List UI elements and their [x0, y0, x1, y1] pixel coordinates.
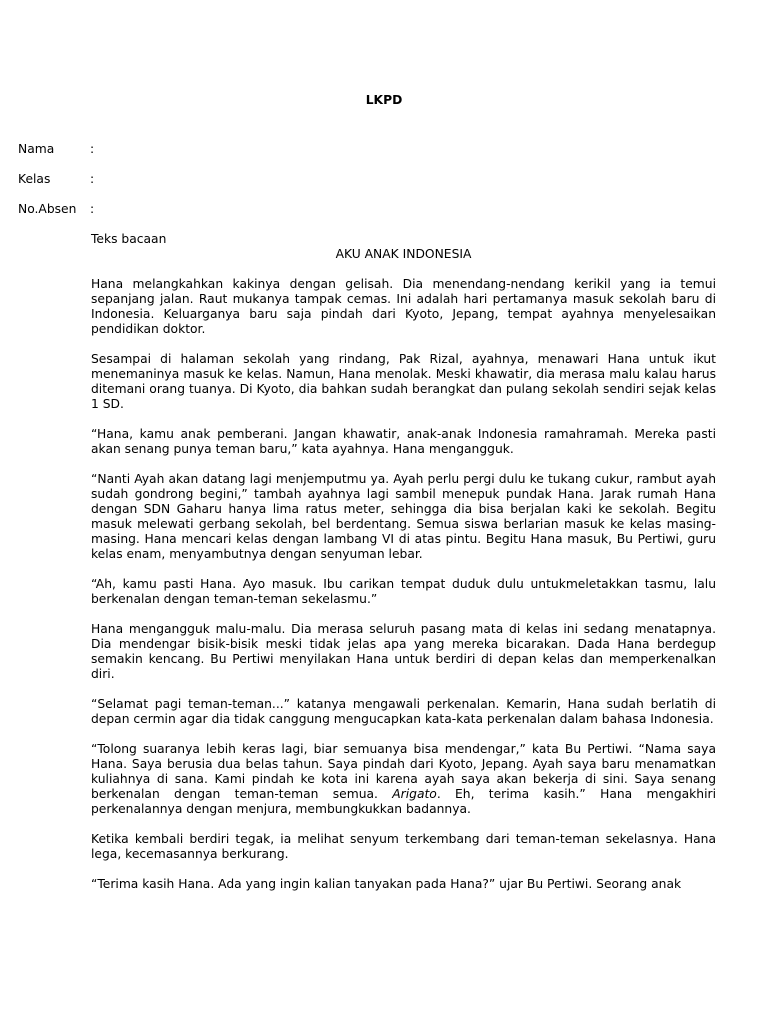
field-label-nama: Nama: [18, 142, 55, 156]
field-label-no-absen: No.Absen: [18, 202, 77, 216]
field-label-kelas: Kelas: [18, 172, 51, 186]
story-paragraph: Ketika kembali berdiri tegak, ia melihat senyum terkembang dari teman-teman sekelasnya. Hana lega, kecemasannya berkurang.: [91, 832, 716, 861]
italic-word: Arigato: [392, 787, 437, 801]
field-colon: :: [90, 142, 95, 156]
story-paragraph: Sesampai di halaman sekolah yang rindang, Pak Rizal, ayahnya, menawari Hana untuk ikut menemaninya masuk ke kelas. Namun, Hana menolak. Meski khawatir, dia merasa malu kalau harus ditemani orang tuanya. Di Kyoto, dia bahkan sudah berangkat dan pulang sekolah sendiri sejak kelas 1 SD.: [91, 352, 716, 411]
field-colon: :: [90, 172, 95, 186]
field-colon: :: [90, 202, 95, 216]
story-title: AKU ANAK INDONESIA: [335, 247, 472, 261]
story-text: . Eh, terima kasih.” Hana mengakhiri perkenalannya dengan menjura, membungkukkan badannya.: [91, 787, 716, 816]
story-paragraph: Hana mengangguk malu-malu. Dia merasa seluruh pasang mata di kelas ini sedang menatapnya. Dia mendengar bisik-bisik meski tidak jelas apa yang mereka bicarakan. Dada Hana berdegup semakin kencang. Bu Pertiwi menyilakan Hana untuk berdiri di depan kelas dan memperkenalkan diri.: [91, 622, 716, 681]
story-paragraph: “Nanti Ayah akan datang lagi menjemputmu ya. Ayah perlu pergi dulu ke tukang cukur, rambut ayah sudah gondrong begini,” tambah ayahnya lagi sambil menepuk pundak Hana. Jarak rumah Hana dengan SDN Gaharu hanya lima ratus meter, sehingga dia bisa berjalan kaki ke sekolah. Begitu masuk melewati gerbang sekolah, bel berdentang. Semua siswa berlarian masuk ke kelas masing-masing. Hana mencari kelas dengan lambang VI di atas pintu. Begitu Hana masuk, Bu Pertiwi, guru kelas enam, menyambutnya dengan senyuman lebar.: [91, 472, 716, 561]
story-paragraph: “Ah, kamu pasti Hana. Ayo masuk. Ibu carikan tempat duduk dulu untukmeletakkan tasmu, lalu berkenalan dengan teman-teman sekelasmu.”: [91, 577, 716, 606]
story-paragraph: “Terima kasih Hana. Ada yang ingin kalian tanyakan pada Hana?” ujar Bu Pertiwi. Seorang anak: [91, 877, 682, 891]
story-paragraph: [91, 742, 716, 817]
story-paragraph: “Hana, kamu anak pemberani. Jangan khawatir, anak-anak Indonesia ramahramah. Mereka pasti akan senang punya teman baru,” kata ayahnya. Hana mengangguk.: [91, 427, 716, 456]
section-label: Teks bacaan: [91, 232, 167, 246]
reading-section: [91, 232, 716, 1024]
story-paragraph: Hana melangkahkan kakinya dengan gelisah. Dia menendang-nendang kerikil yang ia temui sepanjang jalan. Raut mukanya tampak cemas. Ini adalah hari pertamanya masuk sekolah baru di Indonesia. Keluarganya baru saja pindah dari Kyoto, Jepang, tempat ayahnya menyelesaikan pendidikan doktor.: [91, 277, 716, 336]
story-paragraph: “Selamat pagi teman-teman...” katanya mengawali perkenalan. Kemarin, Hana sudah berlatih di depan cermin agar dia tidak canggung mengucapkan kata-kata perkenalan dalam bahasa Indonesia.: [91, 697, 716, 726]
document-title: LKPD: [365, 93, 403, 107]
story-text: “Tolong suaranya lebih keras lagi, biar semuanya bisa mendengar,” kata Bu Pertiwi. “Nama saya Hana. Saya berusia dua belas tahun. Saya pindah dari Kyoto, Jepang. Ayah saya baru menamatkan kuliahnya di sana. Kami pindah ke kota ini karena ayah saya akan bekerja di sini. Saya senang berkenalan dengan teman-teman semua.: [91, 742, 716, 801]
